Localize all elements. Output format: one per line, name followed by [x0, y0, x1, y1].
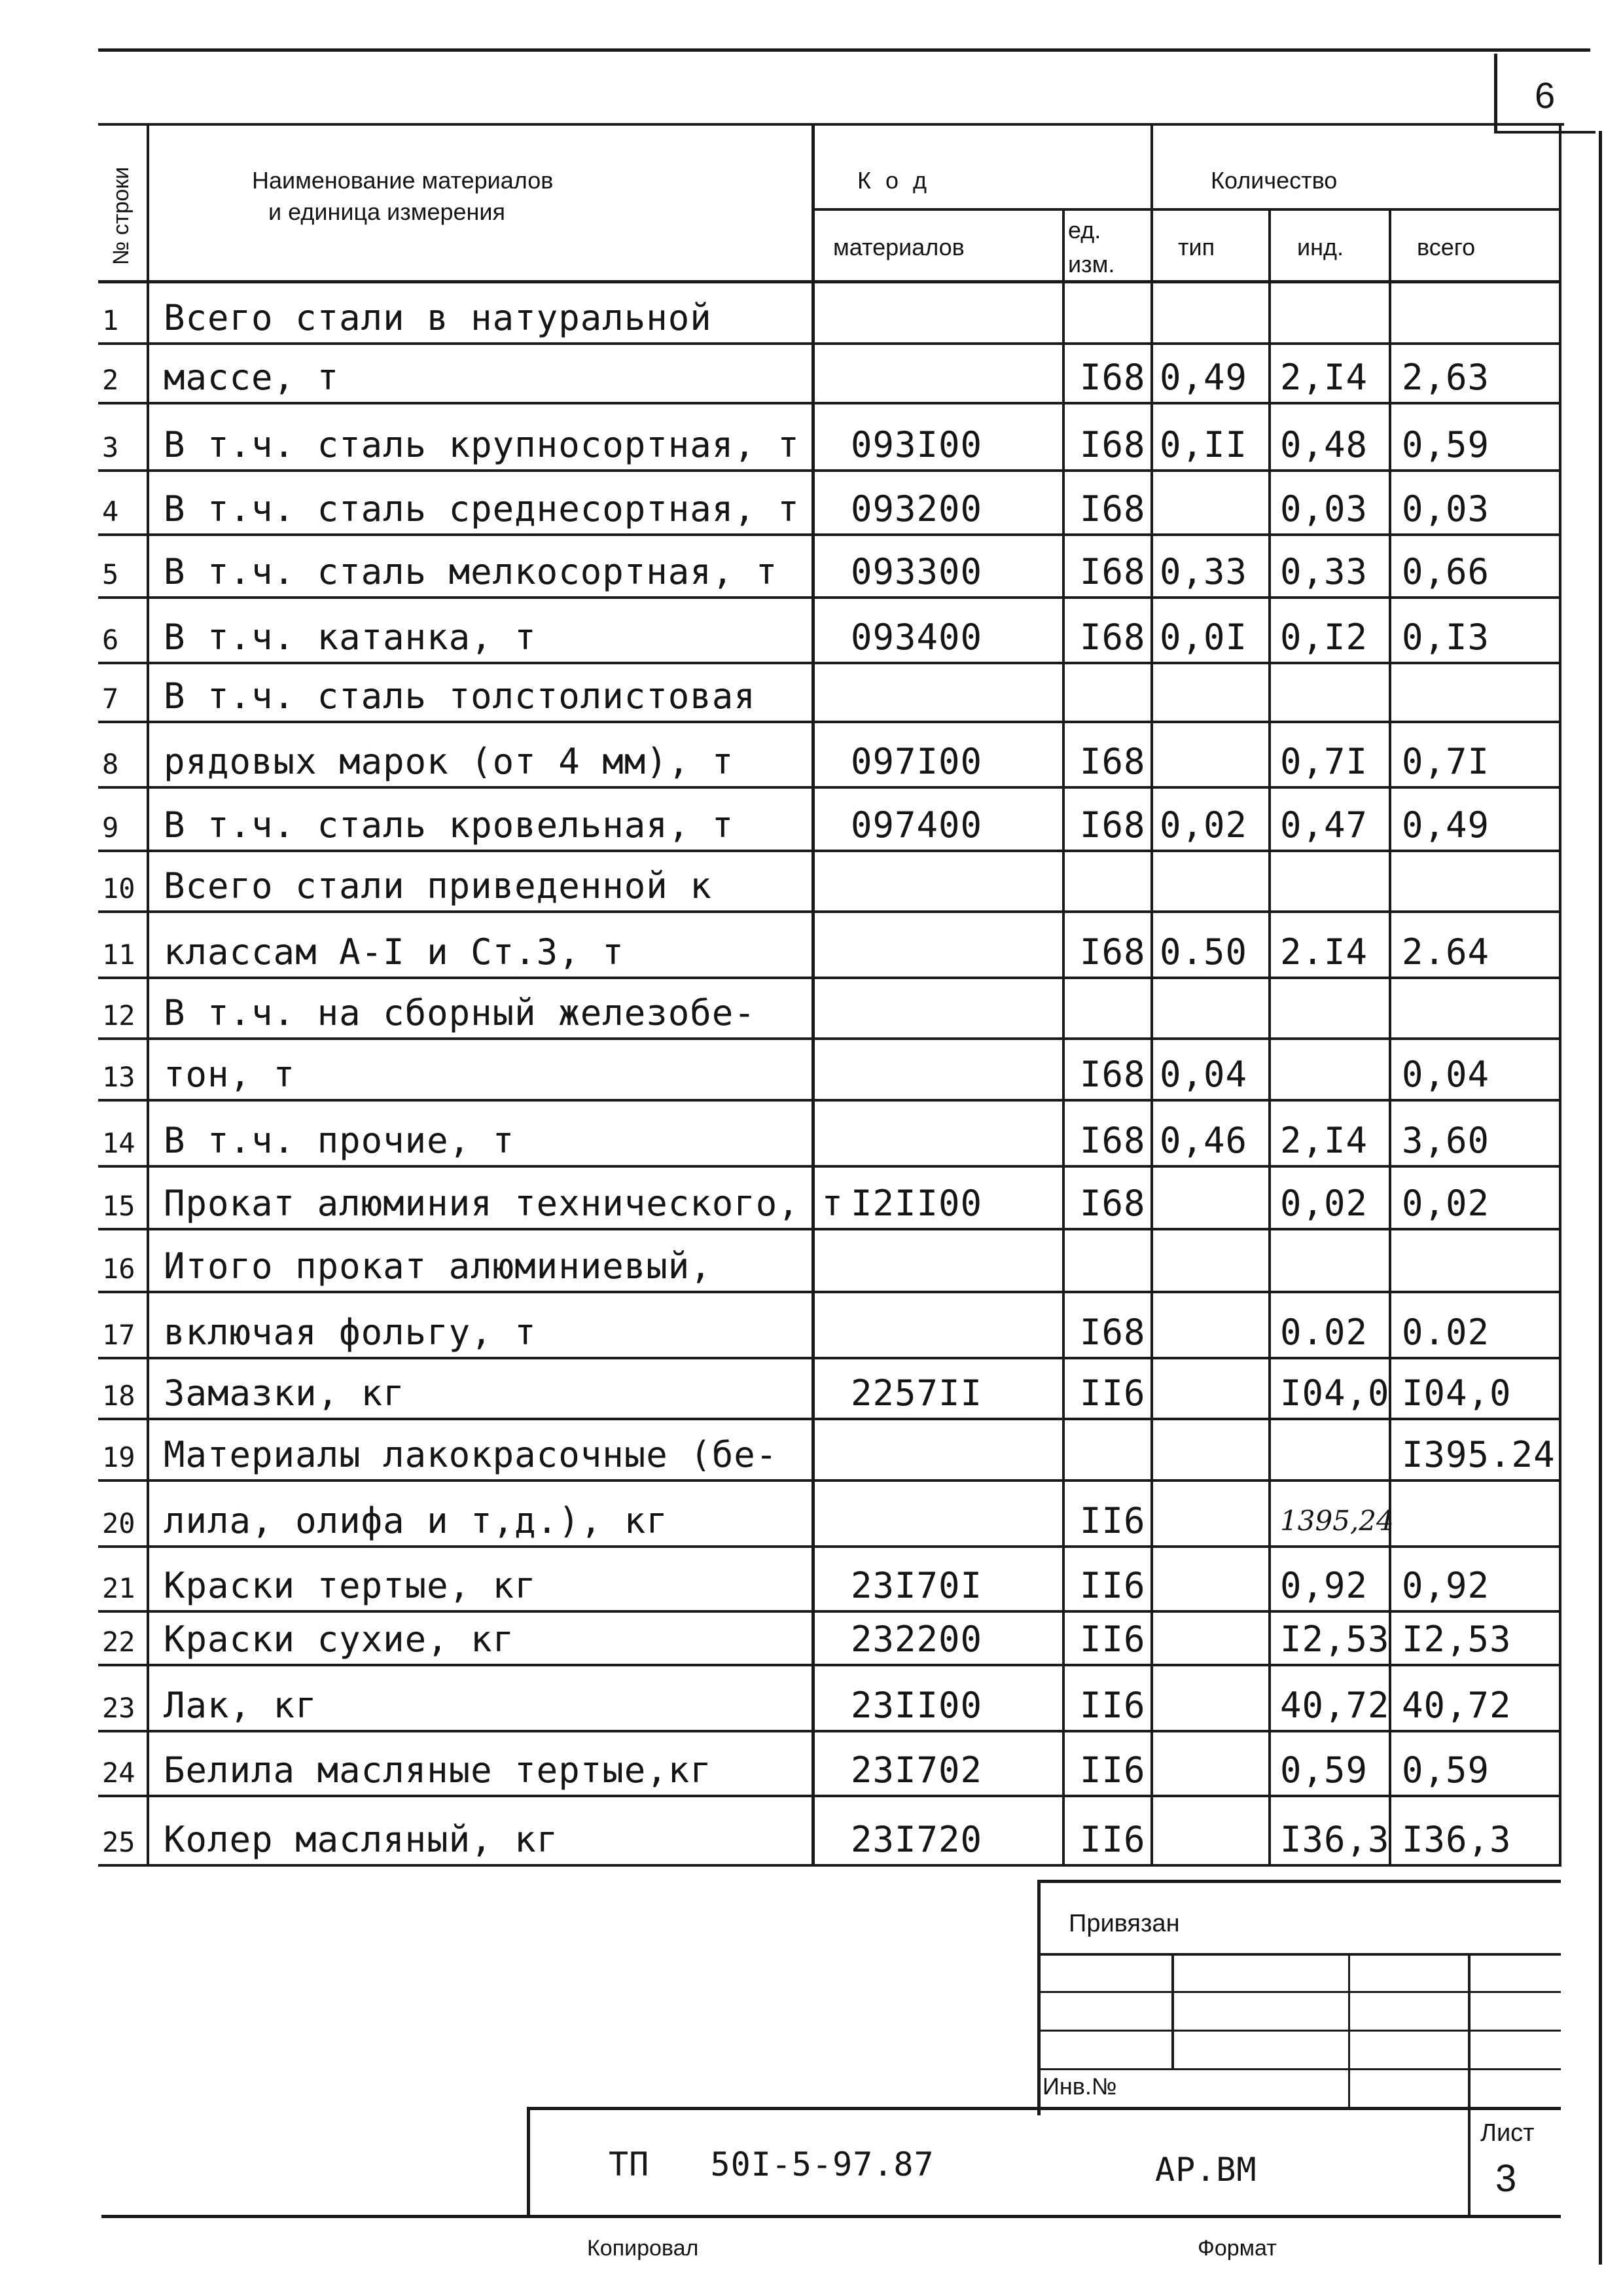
qty-ind: I2,53 — [1280, 1619, 1390, 1660]
qty-type: 0,04 — [1160, 1054, 1248, 1095]
name-header: Наименование материалов — [252, 167, 554, 194]
row-number: 16 — [102, 1253, 135, 1285]
row-number: 21 — [102, 1572, 135, 1604]
qty-ind: 2.I4 — [1280, 931, 1368, 973]
unit-code: I68 — [1080, 804, 1146, 846]
unit-code: I68 — [1080, 617, 1146, 658]
qty-total: I2,53 — [1402, 1619, 1512, 1660]
qty-total: I36,3 — [1402, 1819, 1512, 1860]
stamp-grid-v3 — [1468, 1953, 1471, 2107]
qty-total: 0,59 — [1402, 1749, 1490, 1791]
table-row — [0, 1480, 1623, 1547]
table-row — [0, 1796, 1623, 1865]
qty-total: 0,03 — [1402, 488, 1490, 529]
stamp-grid-h4 — [1037, 2068, 1561, 2070]
material-name: Итого прокат алюминиевый, — [164, 1246, 712, 1287]
unit-code: I68 — [1080, 1054, 1146, 1095]
material-code: 097400 — [851, 804, 983, 846]
unit-code: I68 — [1080, 1183, 1146, 1224]
table-row — [0, 598, 1623, 663]
bottom-border — [101, 2215, 1561, 2218]
qty-ind-header: инд. — [1297, 234, 1344, 260]
row-number: 4 — [102, 495, 119, 528]
material-name: В т.ч. сталь среднесортная, т — [164, 488, 800, 529]
qty-ind: 0,03 — [1280, 488, 1368, 529]
row-number: 13 — [102, 1061, 135, 1093]
material-name: В т.ч. сталь мелкосортная, т — [164, 551, 778, 592]
qty-type: 0,0I — [1160, 617, 1248, 658]
material-name: Прокат алюминия технического, т — [164, 1183, 844, 1224]
unit-code: I68 — [1080, 1120, 1146, 1161]
stamp-outline-top — [1037, 1880, 1561, 1883]
material-name: Колер масляный, кг — [164, 1819, 559, 1860]
table-row — [0, 1611, 1623, 1665]
material-code: 23I702 — [851, 1749, 983, 1791]
material-name: В т.ч. катанка, т — [164, 617, 537, 658]
unit-header-line2: изм. — [1068, 251, 1115, 278]
qty-ind: 0,59 — [1280, 1749, 1368, 1791]
quantity-header: Количество — [1211, 167, 1338, 194]
row-number: 23 — [102, 1692, 135, 1724]
table-row — [0, 722, 1623, 787]
qty-type: 0,49 — [1160, 357, 1248, 398]
stamp-grid-h3 — [1037, 2030, 1561, 2032]
material-name: Краски тертые, кг — [164, 1565, 537, 1606]
unit-code: II6 — [1080, 1565, 1146, 1606]
qty-type: 0.50 — [1160, 931, 1248, 973]
qty-total: 0,66 — [1402, 551, 1490, 592]
row-number: 7 — [102, 683, 119, 715]
qty-total: 0,92 — [1402, 1565, 1490, 1606]
table-row — [0, 1358, 1623, 1419]
table-row — [0, 912, 1623, 978]
qty-total-header: всего — [1417, 234, 1476, 260]
section-code: АР.ВМ — [1155, 2151, 1257, 2189]
qty-type: 0,33 — [1160, 551, 1248, 592]
material-name: лила, олифа и т,д.), кг — [164, 1500, 668, 1541]
row-number: 9 — [102, 812, 119, 844]
row-number: 15 — [102, 1190, 135, 1222]
table-row — [0, 1039, 1623, 1100]
qty-total: 0,04 — [1402, 1054, 1490, 1095]
qty-ind: 2,I4 — [1280, 1120, 1368, 1161]
table-top-line — [98, 123, 1564, 126]
material-code: I2II00 — [851, 1183, 983, 1224]
table-row — [0, 1547, 1623, 1611]
row-number: 17 — [102, 1319, 135, 1351]
material-name: рядовых марок (от 4 мм), т — [164, 741, 734, 782]
table-row — [0, 283, 1623, 344]
unit-code: I68 — [1080, 424, 1146, 465]
inventory-label: Инв.№ — [1043, 2073, 1117, 2100]
name-header-line2: и единица измерения — [268, 198, 506, 225]
material-code: 23I720 — [851, 1819, 983, 1860]
qty-type-header: тип — [1178, 234, 1215, 260]
row-number: 20 — [102, 1507, 135, 1539]
unit-code: II6 — [1080, 1819, 1146, 1860]
material-code: 232200 — [851, 1619, 983, 1660]
qty-total: 40,72 — [1402, 1685, 1512, 1726]
qty-ind: 0,33 — [1280, 551, 1368, 592]
qty-ind: 0,47 — [1280, 804, 1368, 846]
unit-code: II6 — [1080, 1749, 1146, 1791]
page-number: 6 — [1535, 75, 1556, 116]
qty-ind: 2,I4 — [1280, 357, 1368, 398]
material-name: Белила масляные тертые,кг — [164, 1749, 712, 1791]
qty-ind: I36,3 — [1280, 1819, 1390, 1860]
unit-code: I68 — [1080, 357, 1146, 398]
stamp-grid-v1 — [1171, 1953, 1174, 2068]
qty-total: 0,59 — [1402, 424, 1490, 465]
sheet-number: 3 — [1495, 2157, 1517, 2200]
row-number: 11 — [102, 939, 135, 971]
row-number: 1 — [102, 304, 119, 336]
table-row — [0, 344, 1623, 403]
qty-ind: I04,0 — [1280, 1372, 1390, 1414]
page-number-box-bottom — [1494, 131, 1596, 134]
material-code: 23I70I — [851, 1565, 983, 1606]
table-row — [0, 851, 1623, 912]
material-name: Замазки, кг — [164, 1372, 405, 1414]
table-row — [0, 535, 1623, 598]
row-number: 5 — [102, 558, 119, 590]
row-divider — [98, 1864, 1561, 1867]
material-name: Всего стали приведенной к — [164, 865, 712, 906]
row-number: 2 — [102, 364, 119, 396]
row-number: 14 — [102, 1127, 135, 1159]
qty-total: I04,0 — [1402, 1372, 1512, 1414]
qty-total: 0,02 — [1402, 1183, 1490, 1224]
qty-type: 0,46 — [1160, 1120, 1248, 1161]
qty-ind: 0,7I — [1280, 741, 1368, 782]
material-name: В т.ч. прочие, т — [164, 1120, 515, 1161]
material-code: 093I00 — [851, 424, 983, 465]
qty-type: 0,II — [1160, 424, 1248, 465]
row-number: 19 — [102, 1441, 135, 1473]
unit-header: ед. — [1068, 217, 1101, 243]
material-name: Краски сухие, кг — [164, 1619, 515, 1660]
table-row — [0, 1229, 1623, 1292]
material-name: В т.ч. сталь толстолистовая — [164, 675, 756, 717]
qty-ind: 1395,24 — [1280, 1505, 1394, 1537]
table-row — [0, 1419, 1623, 1480]
sheet-label: Лист — [1480, 2119, 1535, 2147]
qty-ind: 0,92 — [1280, 1565, 1368, 1606]
material-code: 093300 — [851, 551, 983, 592]
unit-code: I68 — [1080, 741, 1146, 782]
unit-code: II6 — [1080, 1500, 1146, 1541]
qty-ind: 0,02 — [1280, 1183, 1368, 1224]
material-name: массе, т — [164, 357, 340, 398]
stamp-grid-h2 — [1037, 1991, 1561, 1993]
qty-total: 0,49 — [1402, 804, 1490, 846]
table-row — [0, 1731, 1623, 1796]
bound-label: Привязан — [1069, 1910, 1180, 1937]
qty-total: 0.02 — [1402, 1312, 1490, 1353]
unit-code: II6 — [1080, 1372, 1146, 1414]
code-header: К о д — [857, 167, 931, 194]
stamp-outline-left — [1037, 1880, 1041, 2115]
qty-ind: 40,72 — [1280, 1685, 1390, 1726]
title-block-left — [527, 2107, 530, 2218]
qty-total: 0,7I — [1402, 741, 1490, 782]
copied-label: Копировал — [587, 2236, 699, 2261]
row-number: 24 — [102, 1757, 135, 1789]
sheet-cell-left — [1468, 2107, 1471, 2218]
material-name: Лак, кг — [164, 1685, 317, 1726]
row-number: 12 — [102, 999, 135, 1031]
row-number: 3 — [102, 431, 119, 463]
row-number: 22 — [102, 1626, 135, 1658]
material-code: 097I00 — [851, 741, 983, 782]
qty-type: 0,02 — [1160, 804, 1248, 846]
material-name: В т.ч. сталь крупносортная, т — [164, 424, 800, 465]
table-row — [0, 403, 1623, 471]
qty-ind: 0,I2 — [1280, 617, 1368, 658]
row-number: 25 — [102, 1826, 135, 1858]
material-name: В т.ч. сталь кровельная, т — [164, 804, 734, 846]
top-border — [98, 48, 1590, 52]
material-name: Всего стали в натуральной — [164, 297, 712, 338]
stamp-grid-h1 — [1037, 1953, 1561, 1956]
row-number: 6 — [102, 624, 119, 656]
material-code: 093400 — [851, 617, 983, 658]
material-name: Материалы лакокрасочные (бе- — [164, 1434, 778, 1475]
material-code: 093200 — [851, 488, 983, 529]
code-material-header: материалов — [833, 234, 965, 260]
row-number: 18 — [102, 1380, 135, 1412]
material-name: В т.ч. на сборный железобе- — [164, 992, 756, 1033]
table-row — [0, 787, 1623, 851]
material-name: включая фольгу, т — [164, 1312, 537, 1353]
title-block-top — [527, 2107, 1561, 2110]
row-number-header: № строки — [109, 166, 134, 265]
qty-total: 2.64 — [1402, 931, 1490, 973]
unit-code: I68 — [1080, 488, 1146, 529]
table-row — [0, 1166, 1623, 1229]
page-number-box-left — [1494, 54, 1497, 132]
material-name: тон, т — [164, 1054, 296, 1095]
qty-total: 3,60 — [1402, 1120, 1490, 1161]
unit-code: II6 — [1080, 1619, 1146, 1660]
header-sub-line — [812, 208, 1561, 211]
table-row — [0, 978, 1623, 1039]
table-row — [0, 471, 1623, 535]
table-row — [0, 1292, 1623, 1358]
table-row — [0, 1100, 1623, 1166]
unit-code: I68 — [1080, 551, 1146, 592]
qty-total: 2,63 — [1402, 357, 1490, 398]
qty-ind: 0,48 — [1280, 424, 1368, 465]
table-row — [0, 663, 1623, 722]
format-label: Формат — [1198, 2236, 1277, 2261]
row-number: 10 — [102, 872, 135, 905]
qty-total: 0,I3 — [1402, 617, 1490, 658]
document-code: ТП 50I-5-97.87 — [609, 2145, 935, 2183]
material-name: классам А-I и Ст.3, т — [164, 931, 624, 973]
unit-code: I68 — [1080, 931, 1146, 973]
unit-code: II6 — [1080, 1685, 1146, 1726]
material-code: 2257II — [851, 1372, 983, 1414]
table-row — [0, 1665, 1623, 1731]
qty-ind: 0.02 — [1280, 1312, 1368, 1353]
material-code: 23II00 — [851, 1685, 983, 1726]
qty-total: I395.24 — [1402, 1434, 1556, 1475]
row-number: 8 — [102, 748, 119, 780]
unit-code: I68 — [1080, 1312, 1146, 1353]
stamp-grid-v2 — [1348, 1953, 1350, 2107]
